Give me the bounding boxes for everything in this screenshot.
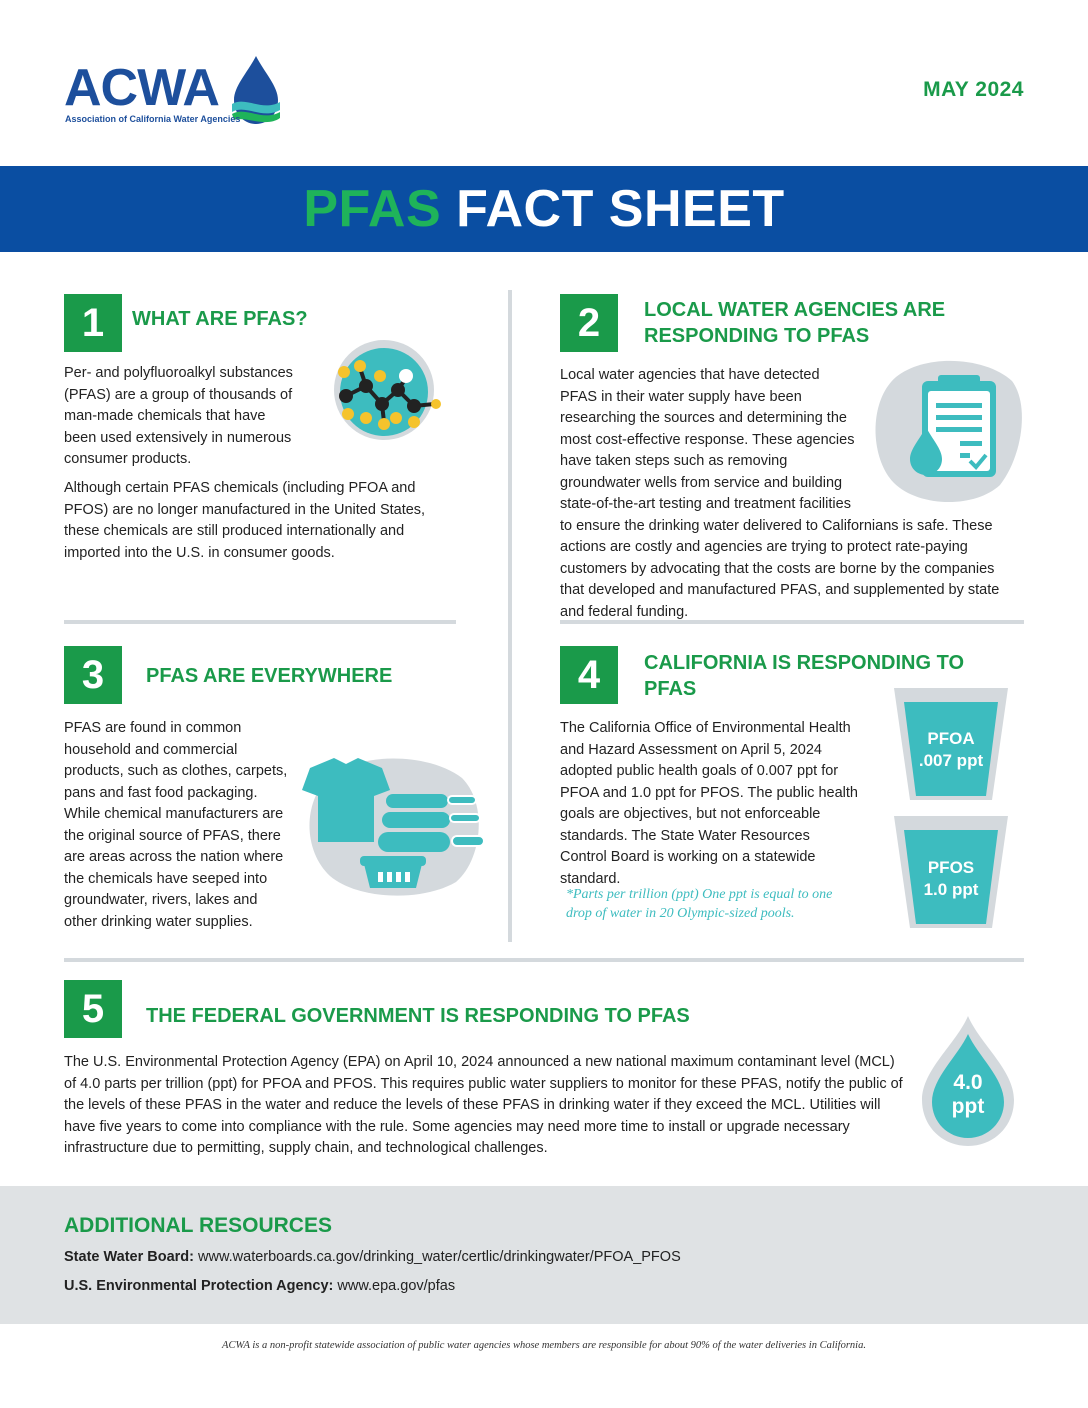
section-paragraph: The U.S. Environmental Protection Agency (EPA) on April 10, 2024 announced a new national maximum contaminant level (MCL) of 4.0 parts per trillion (ppt) for PFOA and PFOS. This requires public water suppliers to monitor for these PFAS, notify the public of the levels of these PFAS in the water and reduce the levels of these PFAS in drinking water if they exceed the MCL. Utilities will have five years to come into compliance with the rule. Some agencies may need more time to install or upgrade necessary infrastructure due to permitting, supply chain, and technological challenges. [64,1054,903,1156]
section-heading: CALIFORNIA IS RESPONDING TO PFAS [644,652,965,700]
pfos-label: PFOS [927,858,975,877]
section-heading: LOCAL WATER AGENCIES ARE RESPONDING TO PFAS [644,299,946,347]
mcl-value: 4.0 [953,1071,983,1094]
section-paragraph [560,365,1018,623]
section-number: 4 [560,646,618,704]
section-number: 2 [560,294,618,352]
resource-item [64,1249,681,1265]
molecule-icon [326,330,448,452]
section-heading: THE FEDERAL GOVERNMENT IS RESPONDING TO PFAS [146,1005,690,1027]
section-divider [64,620,456,624]
resource-link[interactable]: www.waterboards.ca.gov/drinking_water/certlic/drinkingwater/PFOA_PFOS [198,1249,681,1265]
page-title [0,166,1088,252]
section-paragraph: The California Office of Environmental Health and Hazard Assessment on April 5, 2024 adopted public health goals of 0.007 ppt for PFOA and 1.0 ppt for PFOS. The public health goals are objectives, but not enforceable standards. The State Water Resources Control Board is working on a statewide standard. [560,720,858,887]
resource-link[interactable]: www.epa.gov/pfas [337,1278,456,1294]
resource-item [64,1278,455,1294]
section-heading: WHAT ARE PFAS? [132,308,308,330]
section-paragraph [64,718,424,933]
section-divider [560,620,1024,624]
resource-label: U.S. Environmental Protection Agency: [64,1278,334,1294]
pfos-value: 1.0 ppt [923,880,979,899]
resources-title: ADDITIONAL RESOURCES [64,1214,332,1237]
pfoa-cup [892,686,1010,802]
section-number: 5 [64,980,122,1038]
footer-note: ACWA is a non-profit statewide association of public water agencies whose members are responsible for about 90% of the water deliveries in California. [222,1340,866,1351]
mcl-unit: ppt [951,1095,985,1118]
household-products-icon [298,748,498,898]
ppt-note: *Parts per trillion (ppt) One ppt is equal to one drop of water in 20 Olympic-sized pools. [566,887,833,921]
title-highlight: PFAS [303,180,442,238]
resource-label: State Water Board: [64,1249,194,1265]
section-divider [64,958,1024,962]
section-number: 3 [64,646,122,704]
mcl-drop [918,1014,1018,1148]
title-rest: FACT SHEET [456,180,785,238]
section-paragraph: Although certain PFAS chemicals (including PFOA and PFOS) are no longer manufactured in the United States, these chemicals are still produced internationally and imported into the U.S. in consumer goods. [64,480,426,561]
logo-subtitle: Association of California Water Agencies [65,114,241,124]
pfos-cup [892,814,1010,930]
clipboard-water-icon [866,357,1026,507]
section-paragraph: Per- and polyfluoroalkyl substances (PFAS) are a group of thousands of man-made chemicals that have been used extensively in numerous consumer products. [64,365,293,467]
logo-text: ACWA [64,59,219,117]
section-heading: PFAS ARE EVERYWHERE [146,665,393,687]
issue-date: MAY 2024 [923,78,1024,101]
section-text: Local water agencies that have detected PFAS in their water supply have been researching the sources and determining the most cost-effective response. These agencies have taken steps such as removing groundwater wells from service and building state-of-the-art testing and treatment facilities to ensure the drinking water delivered to Californians is safe. These actions are costly and agencies are trying to protect rate-paying customers by advocating that the costs are borne by the companies that developed and manufactured PFAS, and supplemented by state and federal funding. [560,367,1000,620]
section-number: 1 [64,294,122,352]
pfoa-value: .007 ppt [918,751,984,770]
pfoa-label: PFOA [927,729,975,748]
section-text: PFAS are found in common household and commercial products, such as clothes, carpets, pans and fast food packaging. While chemical manufacturers are the original source of PFAS, there are areas across the nation where the chemicals have seeped into groundwater, rivers, lakes and other drinking water supplies. [64,720,288,930]
column-divider [508,290,512,942]
acwa-logo [64,54,294,130]
title-banner [0,166,1088,252]
